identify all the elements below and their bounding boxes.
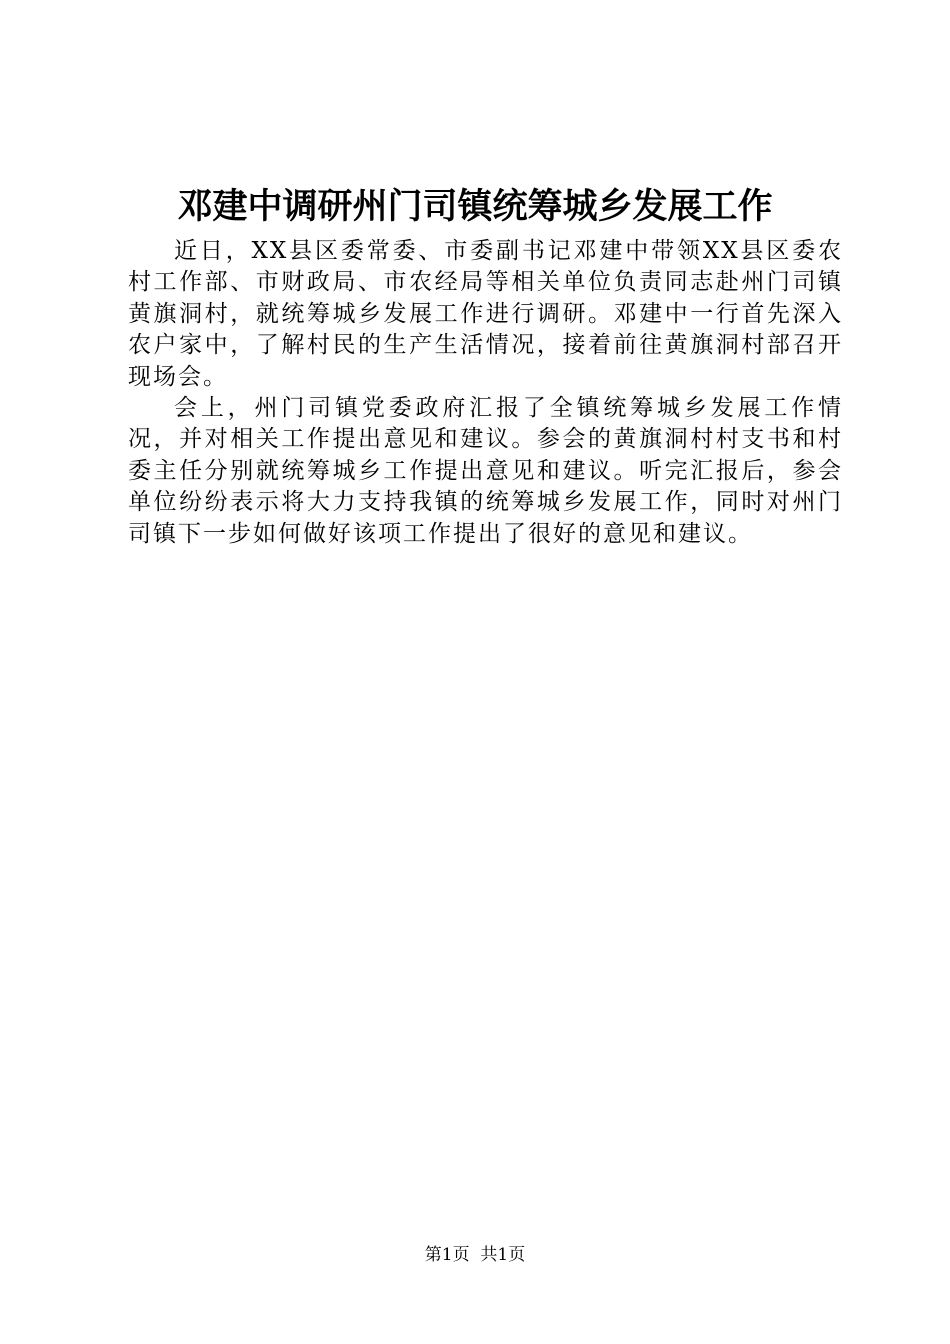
document-title: 邓建中调研州门司镇统筹城乡发展工作	[177, 187, 773, 227]
footer-separator	[470, 1245, 481, 1265]
page-number-total: 共1页	[480, 1245, 526, 1265]
paragraph-1: 近日，XX县区委常委、市委副书记邓建中带领XX县区委农村工作部、市财政局、市农经局等相关单位负责同志赴州门司镇黄旗洞村，就统筹城乡发展工作进行调研。邓建中一行首先深入农户家中，了解村民的生产生活情况，接着前往黄旗洞村部召开现场会。	[128, 238, 843, 390]
paragraph-2: 会上，州门司镇党委政府汇报了全镇统筹城乡发展工作情况，并对相关工作提出意见和建议。参会的黄旗洞村村支书和村委主任分别就统筹城乡工作提出意见和建议。听完汇报后，参会单位纷纷表示将大力支持我镇的统筹城乡发展工作，同时对州门司镇下一步如何做好该项工作提出了很好的意见和建议。	[128, 395, 843, 547]
page-number-current: 第1页	[424, 1245, 470, 1265]
page-footer	[0, 1243, 950, 1267]
document-body	[128, 236, 843, 550]
